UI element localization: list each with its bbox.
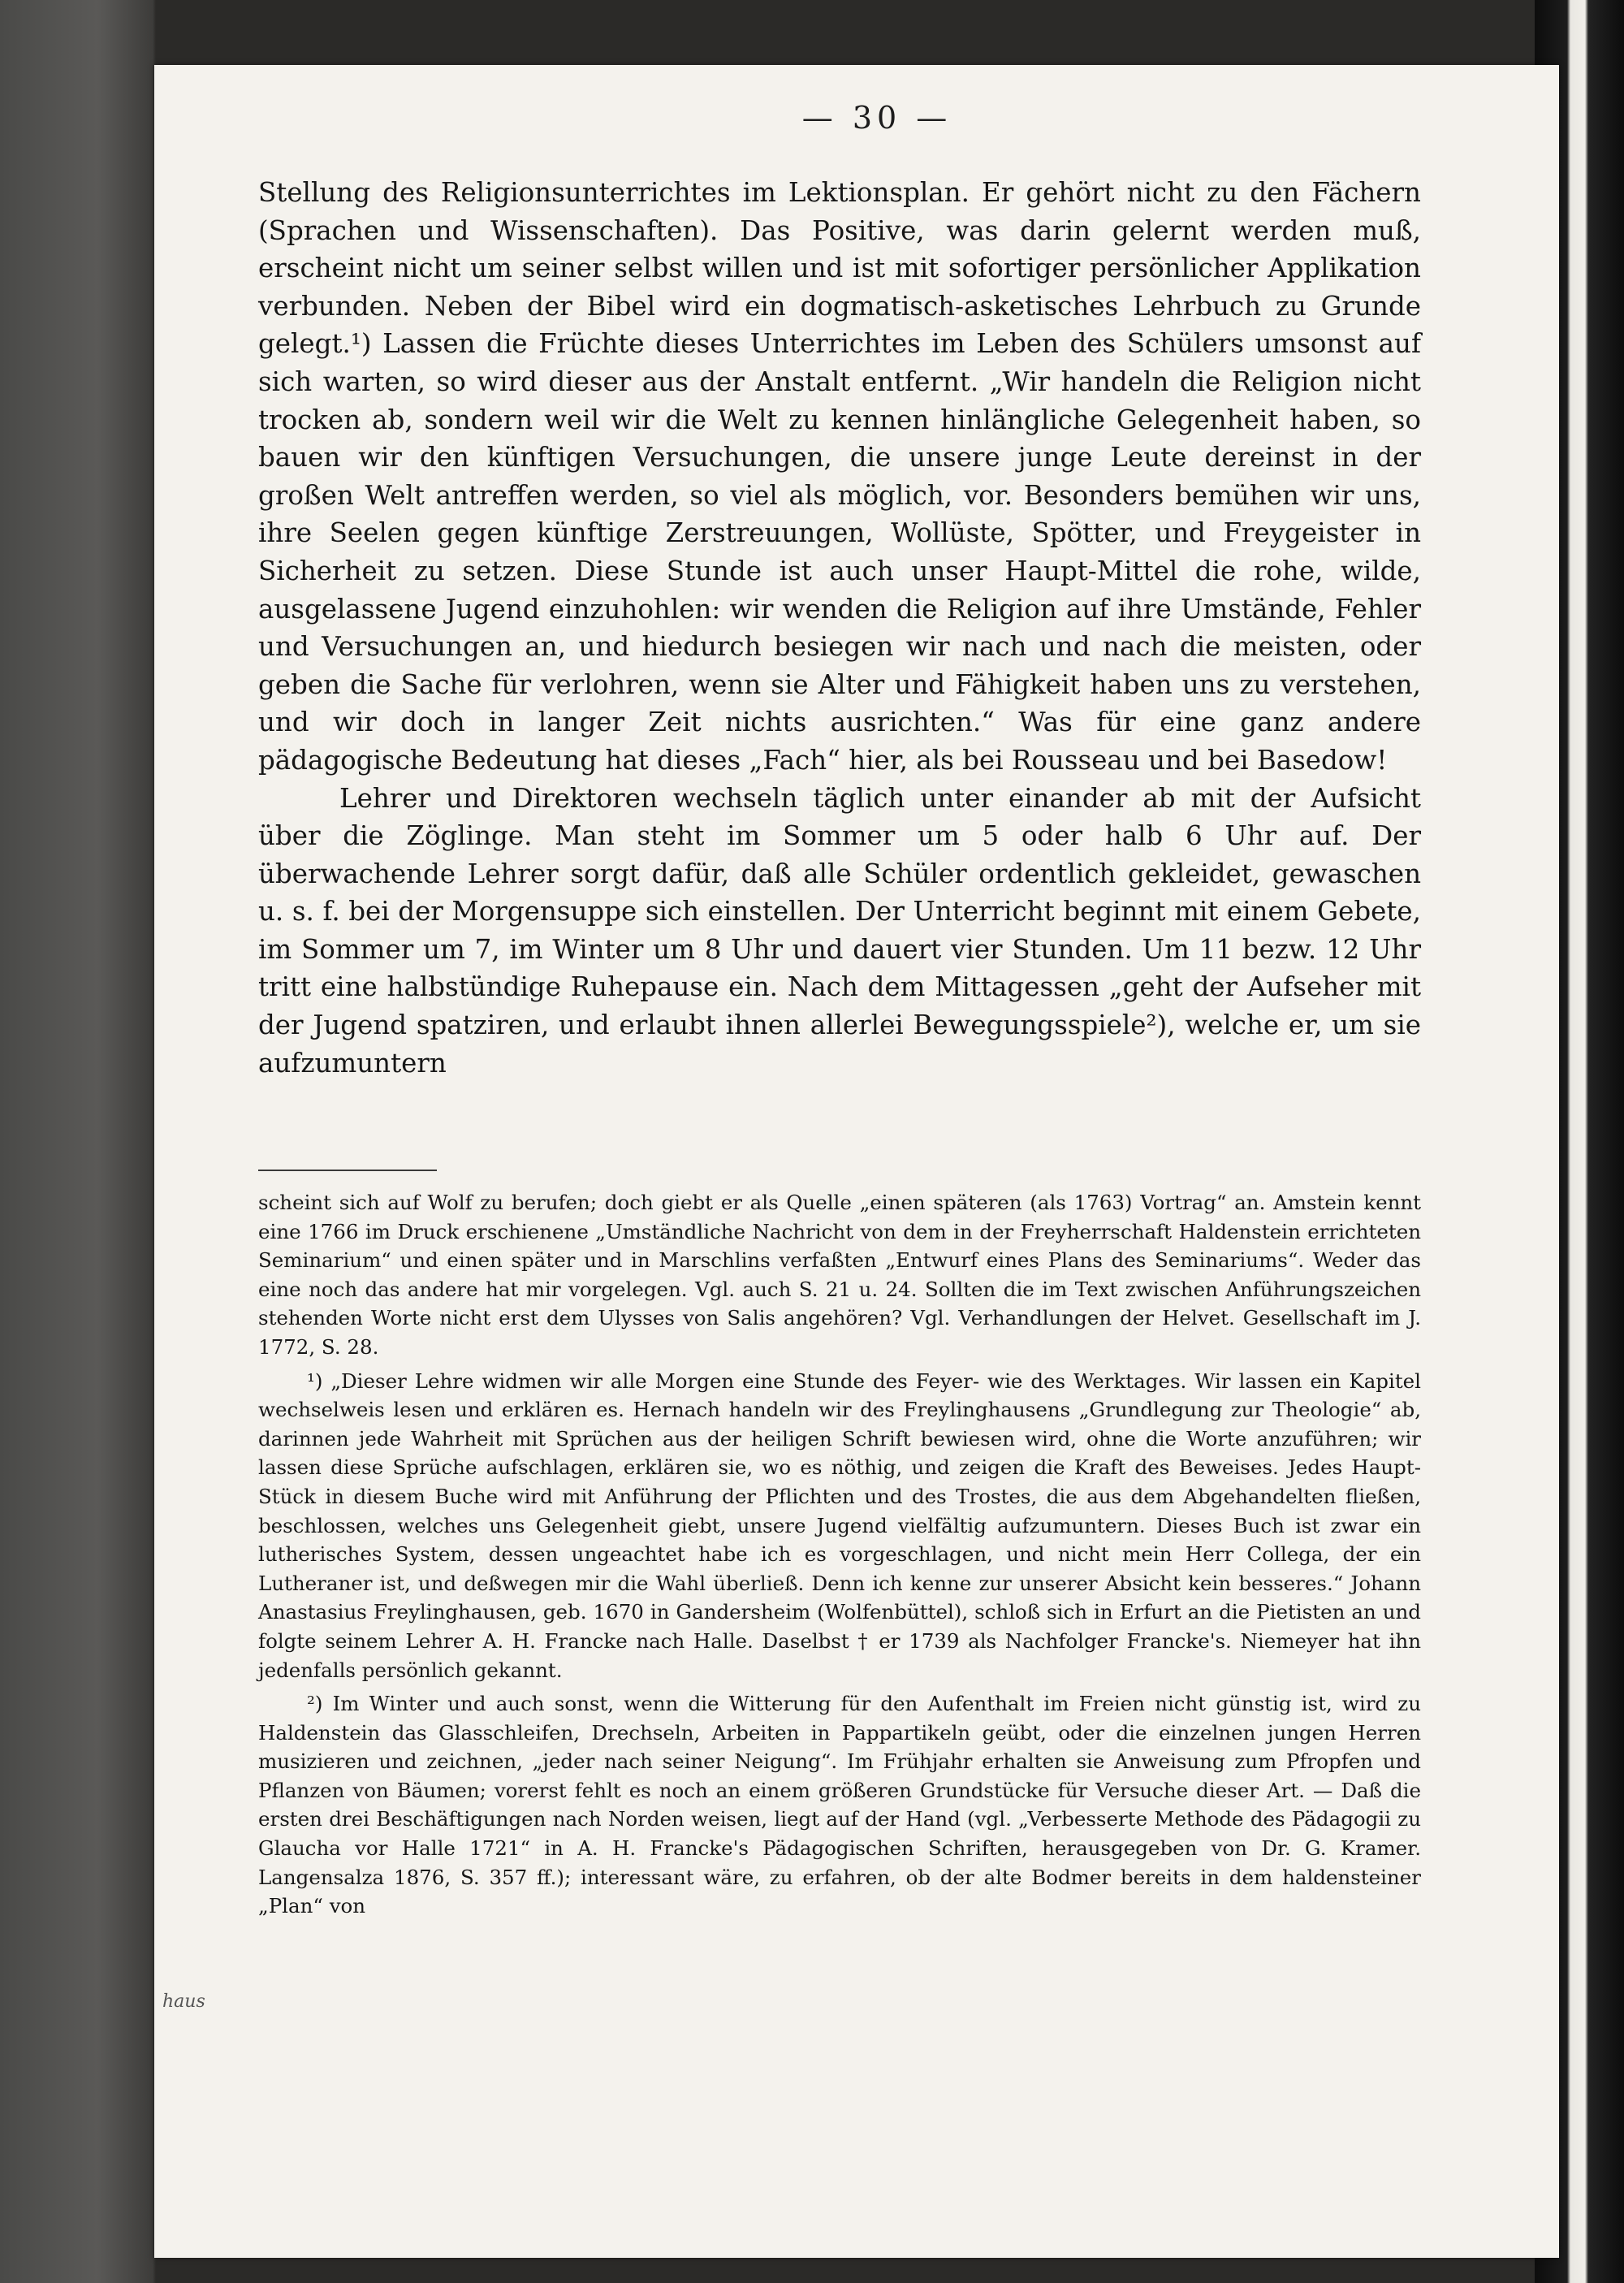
footnote-1: ¹) „Dieser Lehre widmen wir alle Morgen eine Stunde des Feyer- wie des Werktages. Wir lassen ein Kapitel wechselweis lesen und erklären es. Hernach handeln wir des Freylinghausens „Grundlegung zur Theologie“ ab, darinnen jede Wahrheit mit Sprüchen aus der heiligen Schrift bewiesen wird, ohne die Worte anzuführen; wir lassen diese Sprüche aufschlagen, erklären sie, wo es nöthig, und zeigen die Kraft des Beweises. Jedes Haupt-Stück in diesem Buche wird mit Anführung der Pflichten und des Trostes, die aus dem Abgehandelten fließen, beschlossen, welches uns Gelegenheit giebt, unsere Jugend vielfältig aufzumuntern. Dieses Buch ist zwar ein lutherisches System, dessen ungeachtet habe ich es vorgeschlagen, und nicht mein Herr Collega, der ein Lutheraner ist, und deßwegen mir die Wahl überließ. Denn ich kenne zur unserer Absicht kein besseres.“ Johann Anastasius Freylinghausen, geb. 1670 in Gandersheim (Wolfenbüttel), schloß sich in Erfurt an die Pietisten an und folgte seinem Lehrer A. H. Francke nach Halle. Daselbst † er 1739 als Nachfolger Francke's. Niemeyer hat ihn jedenfalls persönlich gekannt. xyxy=(258,1369,1421,1682)
page-number: — 30 — xyxy=(801,100,952,136)
footnote-divider xyxy=(258,1170,437,1171)
paragraph: Lehrer und Direktoren wechseln täglich unter einander ab mit der Aufsicht über die Zöglinge. Man steht im Sommer um 5 oder halb 6 Uhr auf. Der überwachende Lehrer sorgt dafür, daß alle Schüler ordentlich gekleidet, gewaschen u. s. f. bei der Morgensuppe sich einstellen. Der Unterricht beginnt mit einem Gebete, im Sommer um 7, im Winter um 8 Uhr und dauert vier Stunden. Um 11 bezw. 12 Uhr tritt eine halbstündige Ruhepause ein. Nach dem Mittagessen „geht der Aufseher mit der Jugend spatziren, und erlaubt ihnen allerlei Bewegungsspiele²), welche er, um sie aufzumuntern xyxy=(258,782,1421,1079)
margin-note: haus xyxy=(162,1991,205,2012)
footnote-continuation: scheint sich auf Wolf zu berufen; doch giebt er als Quelle „einen späteren (als 1763) Vortrag“ an. Amstein kennt eine 1766 im Druck erschienene „Umständliche Nachricht von dem in der Freyherrschaft Haldenstein errichteten Seminarium“ und einen später und in Marschlins verfaßten „Entwurf eines Plans des Seminariums“. Weder das eine noch das andere hat mir vorgelegen. Vgl. auch S. 21 u. 24. Sollten die im Text zwischen Anführungszeichen stehenden Worte nicht erst dem Ulysses von Salis angehören? Vgl. Verhandlungen der Helvet. Gesellschaft im J. 1772, S. 28. xyxy=(258,1191,1421,1359)
main-text xyxy=(258,174,1421,1082)
paragraph: Stellung des Religionsunterrichtes im Lektionsplan. Er gehört nicht zu den Fächern (Sprachen und Wissenschaften). Das Positive, was darin gelernt werden muß, erscheint nicht um seiner selbst willen und ist mit sofortiger persönlicher Applikation verbunden. Neben der Bibel wird ein dogmatisch-asketisches Lehrbuch zu Grunde gelegt.¹) Lassen die Früchte dieses Unterrichtes im Leben des Schülers umsonst auf sich warten, so wird dieser aus der Anstalt entfernt. „Wir handeln die Religion nicht trocken ab, sondern weil wir die Welt zu kennen hinlängliche Gelegenheit haben, so bauen wir den künftigen Versuchungen, die unsere junge Leute dereinst in der großen Welt antreffen werden, so viel als möglich, vor. Besonders bemühen wir uns, ihre Seelen gegen künftige Zerstreuungen, Wollüste, Spötter, und Freygeister in Sicherheit zu setzen. Diese Stunde ist auch unser Haupt-Mittel die rohe, wilde, ausgelassene Jugend einzuhohlen: wir wenden die Religion auf ihre Umstände, Fehler und Versuchungen an, und hiedurch besiegen wir nach und nach die meisten, oder geben die Sache für verlohren, wenn sie Alter und Fähigkeit haben uns zu verstehen, und wir doch in langer Zeit nichts ausrichten.“ Was für eine ganz andere pädagogische Bedeutung hat dieses „Fach“ hier, als bei Rousseau und bei Basedow! xyxy=(258,177,1421,776)
footnote-2: ²) Im Winter und auch sonst, wenn die Witterung für den Aufenthalt im Freien nicht günstig ist, wird zu Haldenstein das Glasschleifen, Drechseln, Arbeiten in Pappartikeln geübt, oder die einzelnen jungen Herren musizieren und zeichnen, „jeder nach seiner Neigung“. Im Frühjahr erhalten sie Anweisung zum Pfropfen und Pflanzen von Bäumen; vorerst fehlt es noch an einem größeren Grundstücke für Versuche dieser Art. — Daß die ersten drei Beschäftigungen nach Norden weisen, liegt auf der Hand (vgl. „Verbesserte Methode des Pädagogii zu Glaucha vor Halle 1721“ in A. H. Francke's Pädagogischen Schriften, herausgegeben von Dr. G. Kramer. Langensalza 1876, S. 357 ff.); interessant wäre, zu erfahren, ob der alte Bodmer bereits in dem haldensteiner „Plan“ von xyxy=(258,1692,1421,1918)
footnotes xyxy=(258,1188,1421,1926)
